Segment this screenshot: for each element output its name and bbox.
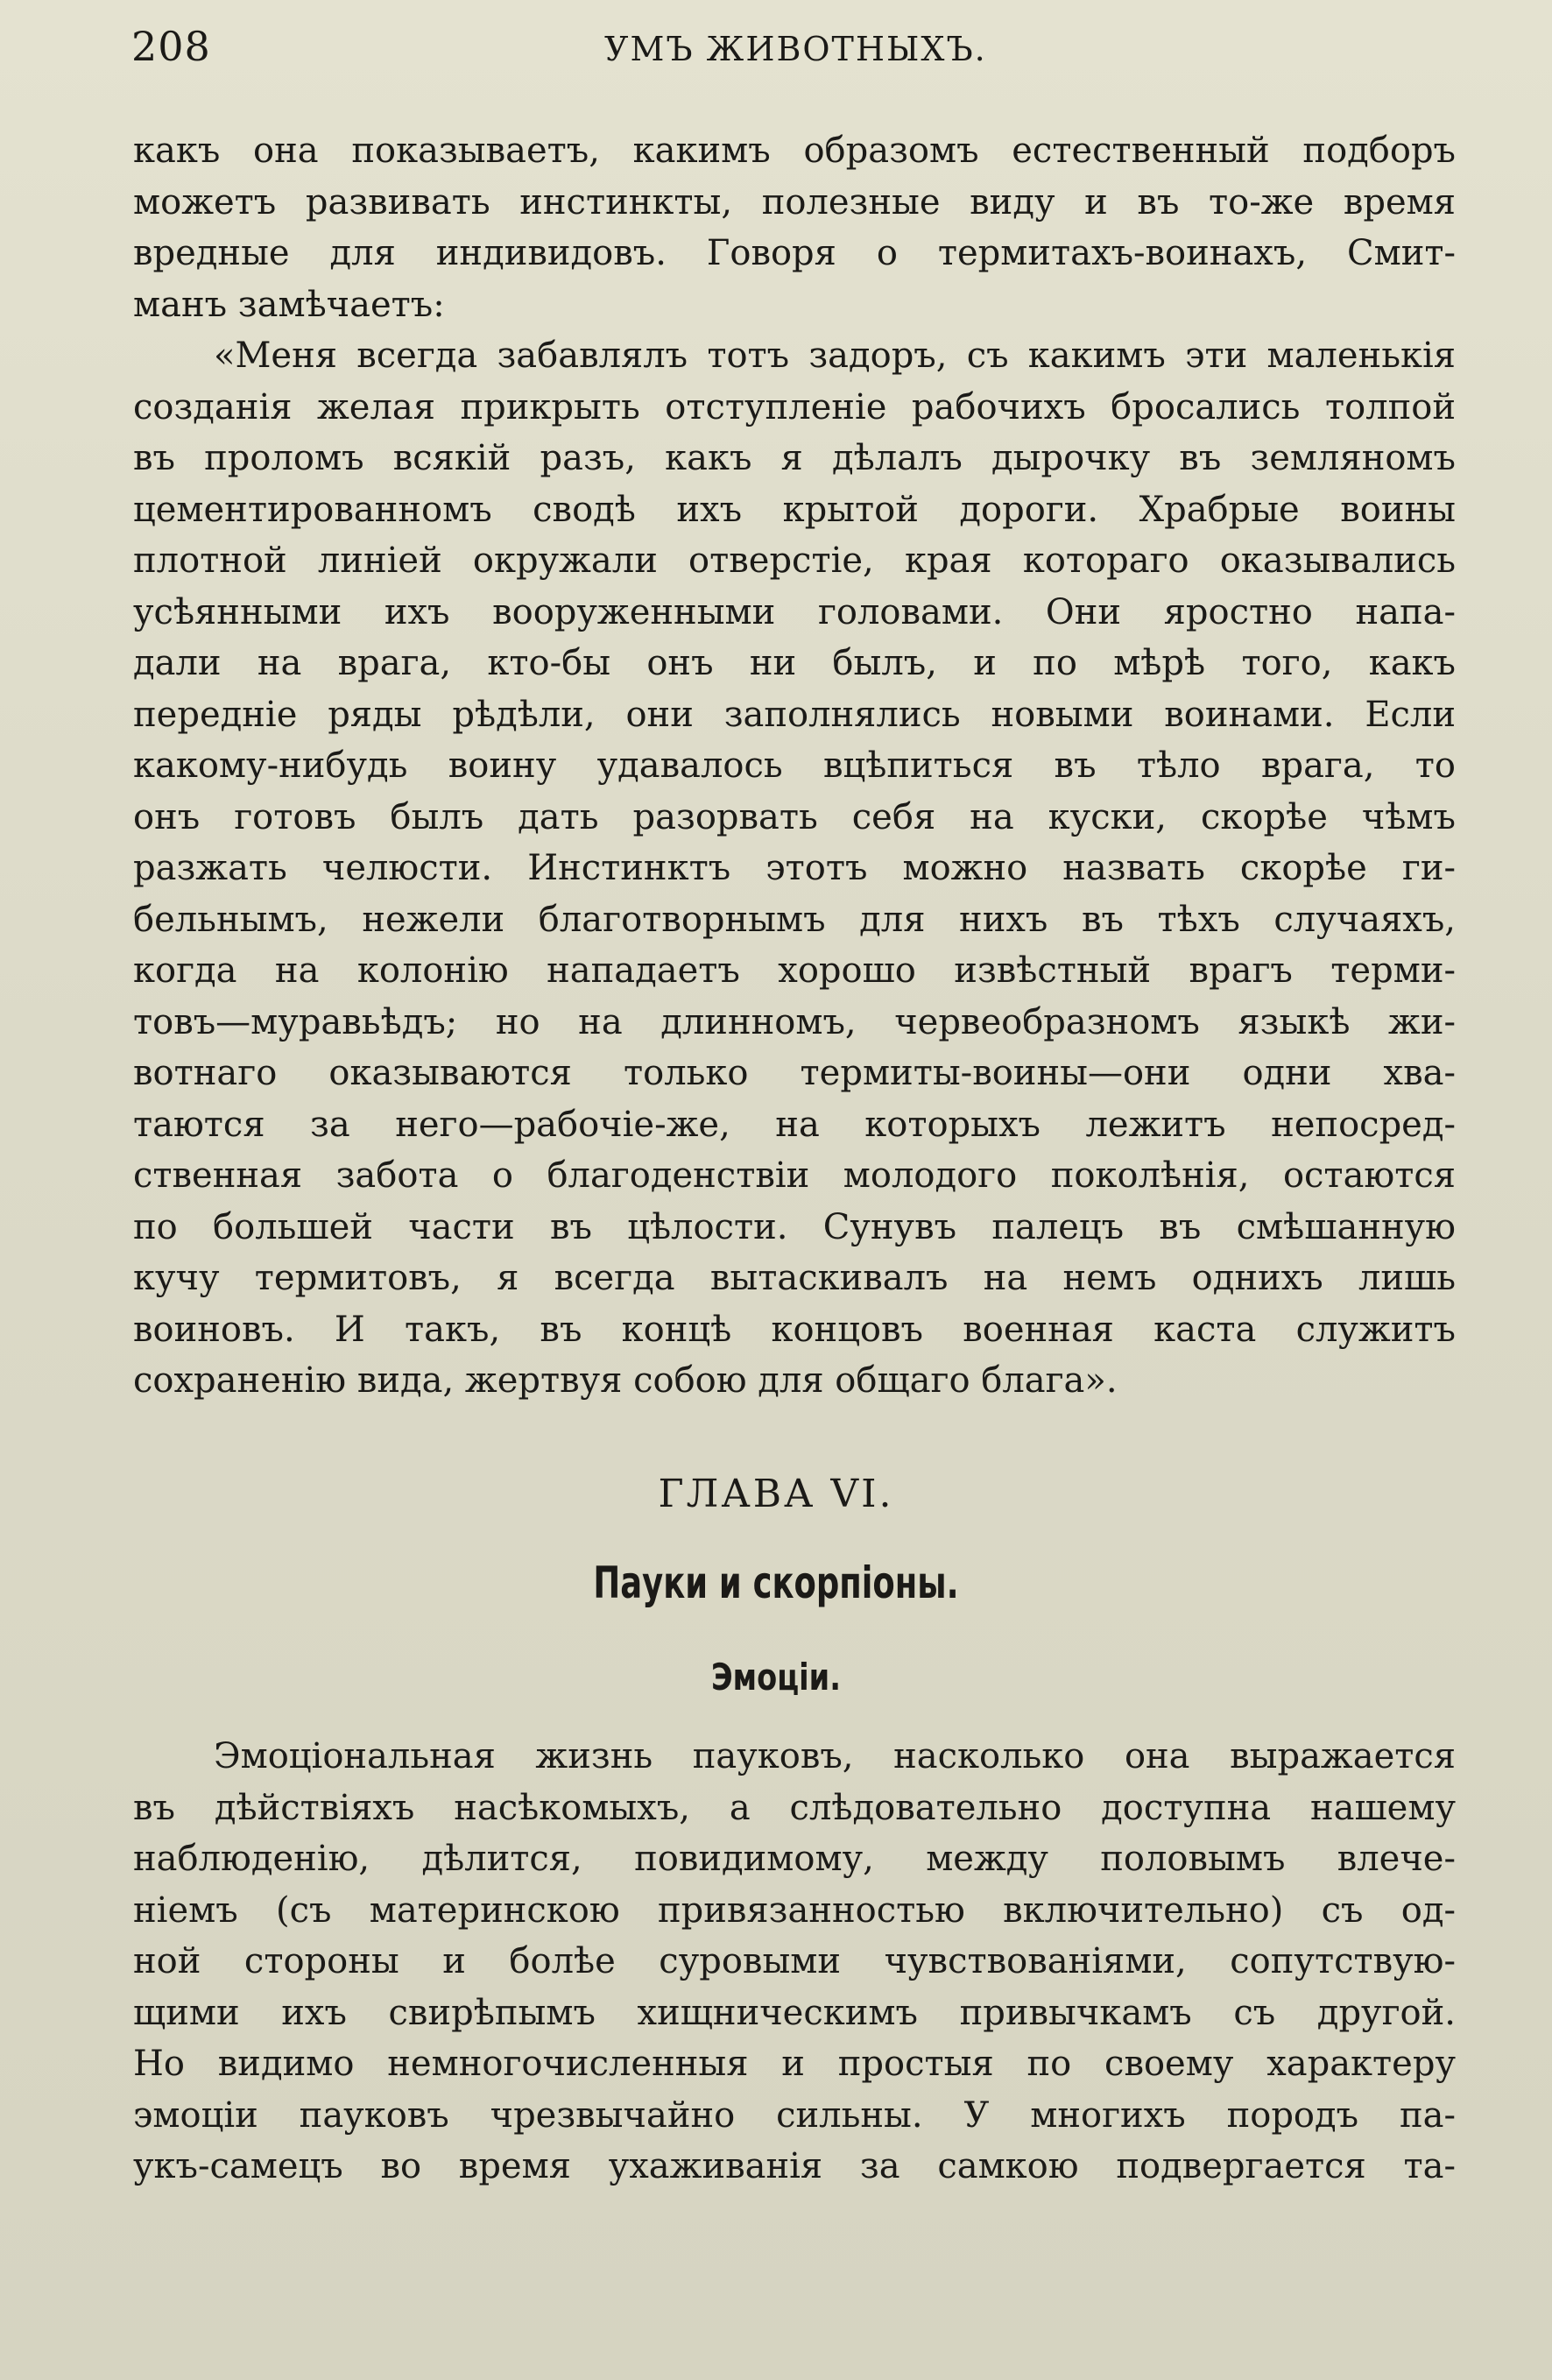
text-line: созданія желая прикрыть отступленіе рабочихъ бросались толпой: [133, 386, 1456, 427]
text-line: товъ—муравьѣдъ; но на длинномъ, червеобразномъ языкѣ жи-: [133, 1001, 1456, 1042]
text-line: укъ-самецъ во время ухаживанія за самкою подвергается та-: [133, 2146, 1456, 2186]
text-line: ной стороны и болѣе суровыми чувствованіями, сопутствую-: [133, 1941, 1456, 1981]
text-line: ніемъ (съ материнскою привязанностью включительно) съ од-: [133, 1889, 1456, 1931]
text-line: какъ она показываетъ, какимъ образомъ естественный подборъ: [133, 131, 1456, 171]
text-line: Эмоціональная жизнь пауковъ, насколько она выражается: [214, 1736, 1456, 1776]
text-line: ственная забота о благоденствіи молодого поколѣнія, остаются: [133, 1155, 1456, 1196]
text-line: разжать челюсти. Инстинктъ этотъ можно назвать скорѣе ги-: [133, 848, 1456, 888]
text-line: въ дѣйствіяхъ насѣкомыхъ, а слѣдовательно доступна нашему: [133, 1787, 1456, 1828]
text-line: щими ихъ свирѣпымъ хищническимъ привычкамъ съ другой.: [133, 1992, 1456, 2033]
text-line: когда на колонію нападаетъ хорошо извѣстный врагъ терми-: [133, 950, 1456, 991]
text-line: бельнымъ, нежели благотворнымъ для нихъ въ тѣхъ случаяхъ,: [133, 899, 1456, 940]
text-line: вредные для индивидовъ. Говоря о термитахъ-воинахъ, Смит-: [133, 233, 1456, 273]
text-line: эмоціи пауковъ чрезвычайно сильны. У многихъ породъ па-: [133, 2094, 1456, 2136]
text-line: онъ готовъ былъ дать разорвать себя на куски, скорѣе чѣмъ: [133, 796, 1456, 837]
chapter-heading: ГЛАВА VI.: [658, 1472, 894, 1516]
bottom-paragraph: [133, 1731, 1456, 2193]
text-line: въ проломъ всякій разъ, какъ я дѣлалъ дырочку въ земляномъ: [133, 438, 1456, 478]
top-paragraph: [133, 125, 1456, 330]
text-line: вотнаго оказываются только термиты-воины—они одни хва-: [133, 1053, 1456, 1093]
text-line: наблюденію, дѣлится, повидимому, между половымъ влече-: [133, 1839, 1456, 1879]
text-line: цементированномъ сводѣ ихъ крытой дороги. Храбрые воины: [133, 489, 1456, 530]
text-line: усѣянными ихъ вооруженными головами. Они яростно напа-: [133, 591, 1456, 632]
text-line: передніе ряды рѣдѣли, они заполнялись новыми воинами. Если: [133, 694, 1456, 735]
text-line: воиновъ. И такъ, въ концѣ концовъ военная каста служитъ: [133, 1309, 1456, 1350]
text-line: можетъ развивать инстинкты, полезные виду и въ то-же время: [133, 181, 1456, 222]
running-title: УМЪ ЖИВОТНЫХЪ.: [604, 30, 987, 68]
text-line: сохраненію вида, жертвуя собою для общаго блага».: [133, 1360, 1118, 1401]
text-line: манъ замѣчаетъ:: [133, 284, 445, 325]
page-number: 208: [131, 23, 211, 70]
text-line: плотной линіей окружали отверстіе, края котораго оказывались: [133, 540, 1456, 581]
text-line: таются за него—рабочіе-же, на которыхъ лежитъ непосред-: [133, 1104, 1456, 1145]
text-line: по большей части въ цѣлости. Сунувъ палецъ въ смѣшанную: [133, 1206, 1456, 1247]
quote-paragraph: [133, 330, 1456, 1407]
text-line: кучу термитовъ, я всегда вытаскивалъ на немъ однихъ лишь: [133, 1258, 1456, 1298]
text-line: дали на врага, кто-бы онъ ни былъ, и по мѣрѣ того, какъ: [133, 643, 1456, 683]
text-line: «Меня всегда забавлялъ тотъ задоръ, съ какимъ эти маленькія: [214, 335, 1456, 376]
text-line: Но видимо немногочисленныя и простыя по своему характеру: [133, 2044, 1456, 2084]
section-title: Пауки и скорпіоны.: [593, 1557, 959, 1608]
text-line: какому-нибудь воину удавалось вцѣпиться въ тѣло врага, то: [133, 745, 1456, 786]
subsection-title: Эмоціи.: [711, 1656, 841, 1698]
